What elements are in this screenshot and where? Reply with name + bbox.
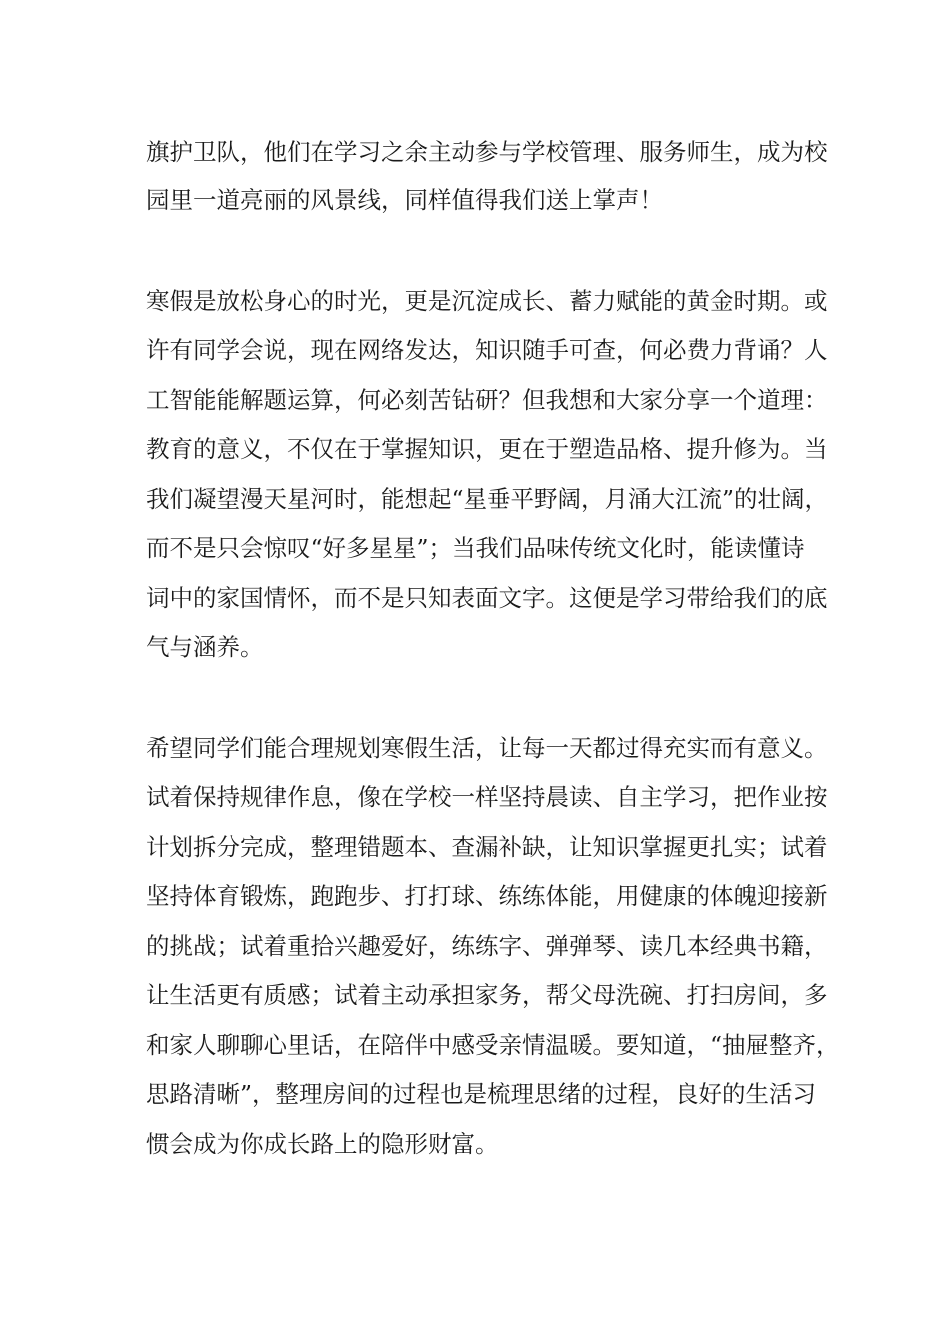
text-line: 让生活更有质感；试着主动承担家务，帮父母洗碗、打扫房间，多 xyxy=(146,981,828,1009)
text-line: 工智能能解题运算，何必刻苦钻研？但我想和大家分享一个道理： xyxy=(146,386,828,414)
text-line: 寒假是放松身心的时光，更是沉淀成长、蓄力赋能的黄金时期。或 xyxy=(146,287,828,315)
text-line: 惯会成为你成长路上的隐形财富。 xyxy=(146,1130,499,1158)
text-line: 和家人聊聊心里话，在陪伴中感受亲情温暖。要知道，“抽屉整齐， xyxy=(146,1031,840,1059)
text-line: 旗护卫队，他们在学习之余主动参与学校管理、服务师生，成为校 xyxy=(146,138,828,166)
text-line: 而不是只会惊叹“好多星星”；当我们品味传统文化时，能读懂诗 xyxy=(146,534,805,562)
text-line: 教育的意义，不仅在于掌握知识，更在于塑造品格、提升修为。当 xyxy=(146,435,828,463)
text-line: 的挑战；试着重拾兴趣爱好，练练字、弹弹琴、读几本经典书籍， xyxy=(146,932,828,960)
text-line: 我们凝望漫天星河时，能想起“星垂平野阔，月涌大江流”的壮阔， xyxy=(146,485,829,513)
text-line: 思路清晰”，整理房间的过程也是梳理思绪的过程，良好的生活习 xyxy=(146,1080,817,1108)
text-line: 试着保持规律作息，像在学校一样坚持晨读、自主学习，把作业按 xyxy=(146,783,828,811)
text-line: 园里一道亮丽的风景线，同样值得我们送上掌声！ xyxy=(146,186,663,214)
text-line: 气与涵养。 xyxy=(146,633,264,661)
text-line: 希望同学们能合理规划寒假生活，让每一天都过得充实而有意义。 xyxy=(146,734,828,762)
text-line: 计划拆分完成，整理错题本、查漏补缺，让知识掌握更扎实；试着 xyxy=(146,833,828,861)
text-line: 许有同学会说，现在网络发达，知识随手可查，何必费力背诵？人 xyxy=(146,336,828,364)
text-line: 词中的家国情怀，而不是只知表面文字。这便是学习带给我们的底 xyxy=(146,584,828,612)
text-line: 坚持体育锻炼，跑跑步、打打球、练练体能，用健康的体魄迎接新 xyxy=(146,882,828,910)
